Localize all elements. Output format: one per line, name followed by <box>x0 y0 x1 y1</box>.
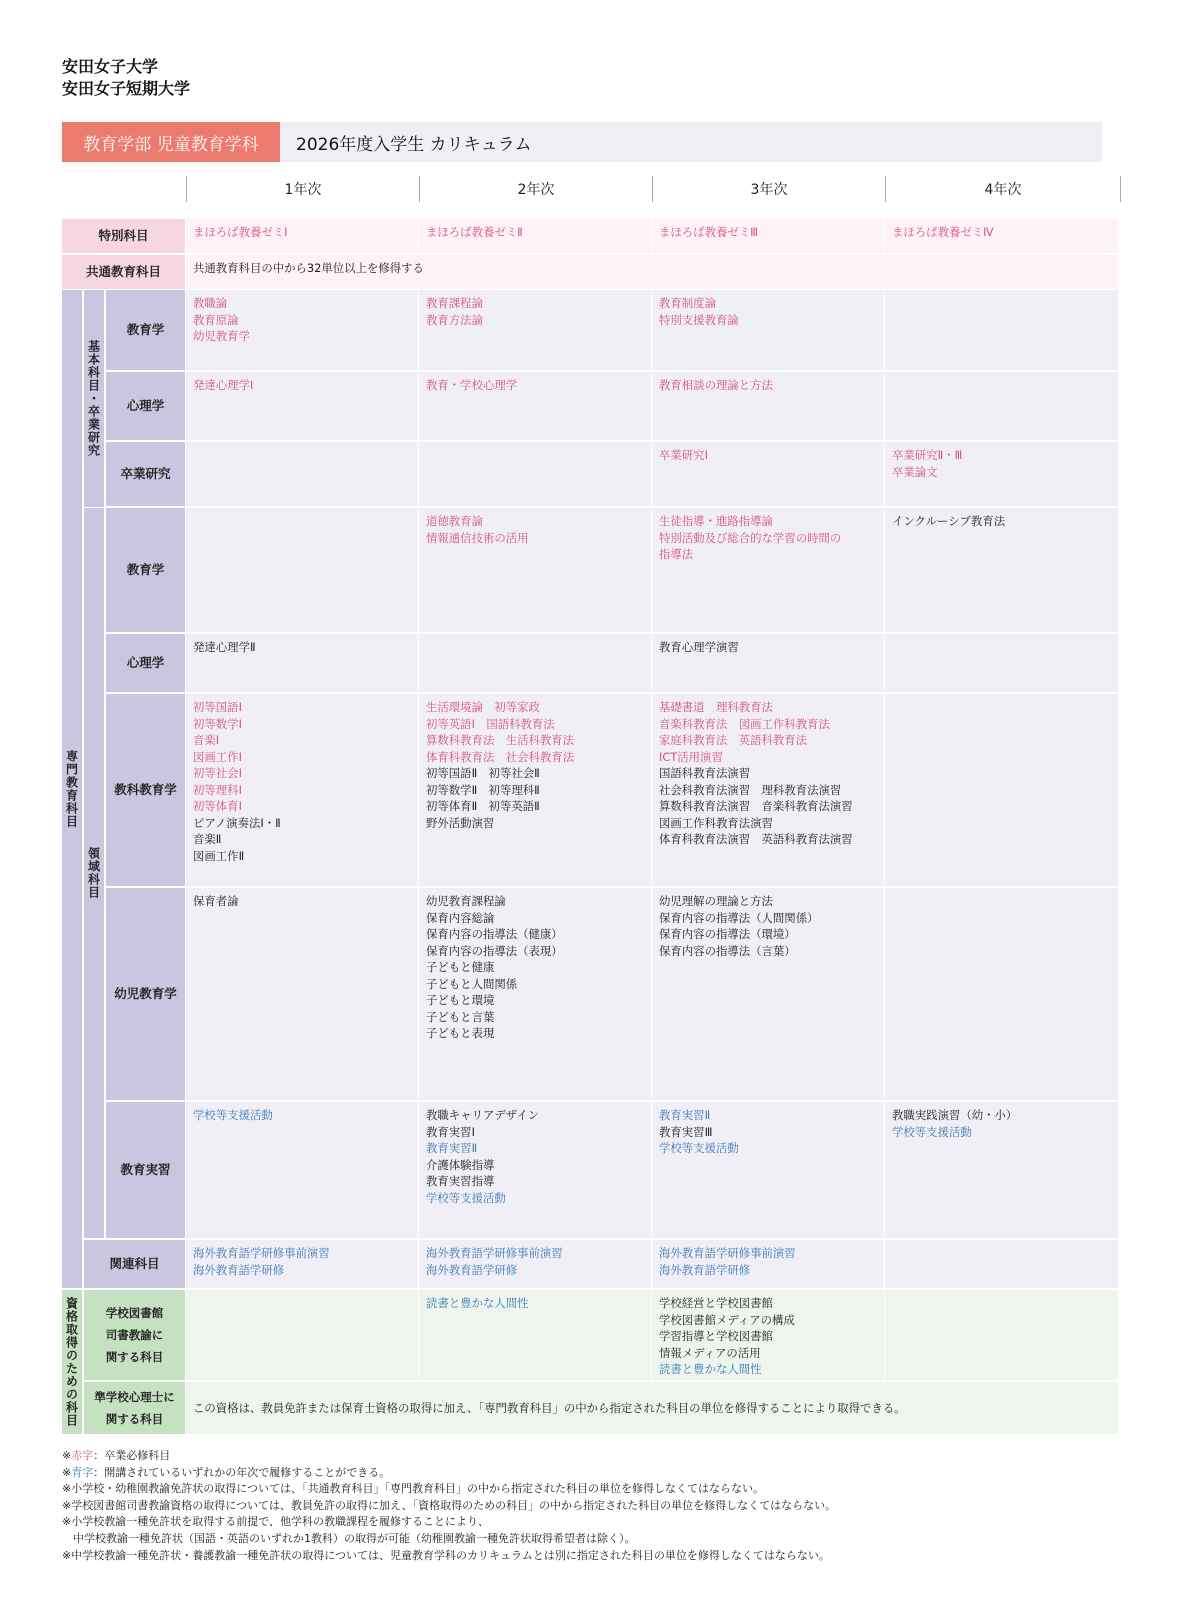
course-item: 子どもと環境 <box>426 993 495 1007</box>
course-item: 海外教育語学研修事前演習 <box>193 1246 330 1260</box>
course-item: 情報メディアの活用 <box>659 1345 761 1360</box>
label-jisshu: 教育実習 <box>106 1102 185 1238</box>
cell-yoji-year-4 <box>885 888 1118 1100</box>
course-item: 特別支援教育論 <box>659 312 739 327</box>
course-item: 体育科教育法演習 英語科教育法演習 <box>659 832 853 846</box>
course-item: 卒業研究Ⅰ <box>659 448 708 462</box>
cell-kyoikugaku2-year-2 <box>419 508 651 632</box>
course-item: 子どもと健康 <box>426 960 495 974</box>
course-item: 介護体験指導 <box>426 1157 495 1172</box>
label-yoji: 幼児教育学 <box>106 888 185 1100</box>
special-year-2: まほろば教養ゼミⅡ <box>419 219 651 253</box>
course-item: 情報通信技術の活用 <box>426 530 529 545</box>
cell-kanren-year-4 <box>885 1240 1118 1288</box>
course-item: 算数科教育法 生活科教育法 <box>426 733 575 747</box>
cell-kyoikugaku1-year-1 <box>186 290 418 370</box>
course-item: 海外教育語学研修 <box>193 1262 285 1277</box>
cell-kyoikugaku2-year-4 <box>885 508 1118 632</box>
course-item: 初等国語Ⅱ 初等社会Ⅱ <box>426 766 540 780</box>
course-item: 特別活動及び総合的な学習の時間の <box>659 530 842 545</box>
course-item: 音楽科教育法 図画工作科教育法 <box>659 716 830 731</box>
course-item: 教育実習指導 <box>426 1174 495 1188</box>
course-item: 教育相談の理論と方法 <box>659 378 773 392</box>
course-item: 教育実習Ⅱ <box>426 1141 478 1155</box>
cell-shinrigaku2-year-2 <box>419 634 651 692</box>
course-item: 学校等支援活動 <box>892 1124 972 1139</box>
course-item: 教育心理学演習 <box>659 640 739 654</box>
course-item: 教育方法論 <box>426 312 483 327</box>
course-item: 子どもと人間関係 <box>426 976 518 991</box>
cell-kyoka-year-4 <box>885 694 1118 886</box>
course-item: 保育内容の指導法（言葉） <box>659 943 796 958</box>
cell-shinrigaku2-year-3 <box>652 634 884 692</box>
year-header-3: 3年次 <box>652 176 885 202</box>
course-item: 算数科教育法演習 音楽科教育法演習 <box>659 799 853 813</box>
course-item: 国語科教育法演習 <box>659 766 751 780</box>
course-item: 音楽Ⅱ <box>193 832 222 846</box>
year-header-4: 4年次 <box>885 176 1120 202</box>
university-names <box>62 56 190 100</box>
course-item: ピアノ演奏法Ⅰ・Ⅱ <box>193 815 281 830</box>
course-item: 初等英語Ⅰ 国語科教育法 <box>426 716 555 731</box>
course-item: 家庭科教育法 英語科教育法 <box>659 733 808 747</box>
university-name-1: 安田女子大学 <box>62 57 159 76</box>
course-item: 読書と豊かな人間性 <box>659 1362 762 1376</box>
cell-shinrigaku2-year-4 <box>885 634 1118 692</box>
note-blue: ※青字：開講されているいずれかの年次で履修することができる。 <box>62 1465 391 1479</box>
course-item: 保育内容の指導法（健康） <box>426 927 563 941</box>
cell-jisshu-year-3 <box>652 1102 884 1238</box>
label-kyoikugaku-domain: 教育学 <box>106 508 185 632</box>
note-line-2: ※学校図書館司書教諭資格の取得については、教員免許の取得に加え、「資格取得のための科目」の中から指定された科目の単位を修得しなくてはならない。 <box>62 1498 837 1512</box>
cell-kanren-year-1 <box>186 1240 418 1288</box>
cell-shinrigaku2-year-1 <box>186 634 418 692</box>
cell-shinrigaku1-year-1 <box>186 372 418 440</box>
course-item: 保育者論 <box>193 894 239 908</box>
footnotes <box>62 1448 836 1564</box>
course-item: 教育・学校心理学 <box>426 378 518 392</box>
course-item: 生徒指導・進路指導論 <box>659 514 773 528</box>
label-sotsugyo: 卒業研究 <box>106 442 185 506</box>
cell-kanren-year-3 <box>652 1240 884 1288</box>
cell-jisshu-year-4 <box>885 1102 1118 1238</box>
course-item: 教育実習Ⅱ <box>659 1108 711 1122</box>
cell-kyoikugaku1-year-4 <box>885 290 1118 370</box>
note-line-1: ※小学校・幼稚園教諭免許状の取得については、「共通教育科目」「専門教育科目」の中から指定された科目の単位を修得しなくてはならない。 <box>62 1482 764 1496</box>
cell-kyoikugaku1-year-3 <box>652 290 884 370</box>
course-item: 子どもと表現 <box>426 1026 495 1040</box>
course-item: 図画工作科教育法演習 <box>659 815 773 830</box>
course-item: 発達心理学Ⅱ <box>193 640 256 654</box>
course-item: 学校経営と学校図書館 <box>659 1296 773 1310</box>
course-item: 図画工作Ⅱ <box>193 848 245 863</box>
course-item: 図画工作Ⅰ <box>193 749 242 764</box>
course-item: 教育実習Ⅲ <box>659 1124 713 1139</box>
label-library: 学校図書館 司書教諭に 関する科目 <box>84 1290 185 1380</box>
course-item: 学校等支援活動 <box>659 1141 739 1155</box>
course-item: 卒業論文 <box>892 464 938 479</box>
course-item: 生活環境論 初等家政 <box>426 700 540 714</box>
special-year-3: まほろば教養ゼミⅢ <box>652 219 884 253</box>
course-item: 子どもと言葉 <box>426 1009 495 1024</box>
cell-sotsugyo-year-2 <box>419 442 651 506</box>
course-item: 初等社会Ⅰ <box>193 766 242 780</box>
cell-kyoikugaku2-year-3 <box>652 508 884 632</box>
label-shinrigaku-basic: 心理学 <box>106 372 185 440</box>
note-red: ※赤字：卒業必修科目 <box>62 1449 171 1462</box>
course-item: 幼児理解の理論と方法 <box>659 894 773 908</box>
cell-sotsugyo-year-1 <box>186 442 418 506</box>
year-header-1: 1年次 <box>186 176 419 202</box>
course-item: 教育実習Ⅰ <box>426 1124 475 1139</box>
cell-sotsugyo-year-3 <box>652 442 884 506</box>
cell-library-year-1 <box>186 1290 418 1380</box>
university-name-2: 安田女子短期大学 <box>62 79 191 98</box>
cell-kyoka-year-1 <box>186 694 418 886</box>
course-item: 幼児教育学 <box>193 329 250 343</box>
cell-library-year-3 <box>652 1290 884 1380</box>
course-item: 基礎書道 理科教育法 <box>659 700 773 714</box>
cell-yoji-year-3 <box>652 888 884 1100</box>
course-item: 初等数学Ⅱ 初等理科Ⅱ <box>426 782 540 797</box>
cell-library-year-4 <box>885 1290 1118 1380</box>
special-year-4: まほろば教養ゼミⅣ <box>885 219 1118 253</box>
special-year-1: まほろば教養ゼミⅠ <box>186 219 418 253</box>
course-item: 保育内容の指導法（表現） <box>426 943 563 958</box>
cell-kyoka-year-3 <box>652 694 884 886</box>
label-psych: 準学校心理士に 関する科目 <box>84 1382 185 1434</box>
label-common: 共通教育科目 <box>62 255 185 289</box>
course-item: 海外教育語学研修事前演習 <box>659 1246 796 1260</box>
course-item: 学習指導と学校図書館 <box>659 1329 773 1343</box>
cell-kyoka-year-2 <box>419 694 651 886</box>
cell-sotsugyo-year-4 <box>885 442 1118 506</box>
cell-library-year-2 <box>419 1290 651 1380</box>
cell-jisshu-year-2 <box>419 1102 651 1238</box>
course-item: 学校等支援活動 <box>426 1190 506 1205</box>
psych-note: この資格は、教員免許または保育士資格の取得に加え、「専門教育科目」の中から指定された科目の単位を修得することにより取得できる。 <box>186 1382 1118 1434</box>
page-title: 2026年度入学生 カリキュラム <box>280 122 1102 162</box>
course-item: 読書と豊かな人間性 <box>426 1296 529 1310</box>
course-item: 道徳教育論 <box>426 514 483 528</box>
cell-yoji-year-1 <box>186 888 418 1100</box>
cell-kanren-year-2 <box>419 1240 651 1288</box>
course-item: 保育内容の指導法（人間関係） <box>659 910 819 925</box>
course-item: 初等体育Ⅰ <box>193 799 242 813</box>
label-shinrigaku-domain: 心理学 <box>106 634 185 692</box>
label-special: 特別科目 <box>62 219 185 253</box>
course-item: 海外教育語学研修 <box>659 1262 751 1277</box>
year-header-end-divider <box>1120 176 1121 202</box>
course-item: 保育内容総論 <box>426 910 495 925</box>
cell-shinrigaku1-year-2 <box>419 372 651 440</box>
label-kihon: 基本科目・卒業研究 <box>84 290 104 507</box>
course-item: 教育原論 <box>193 312 239 327</box>
note-line-5: ※中学校教諭一種免許状・養護教諭一種免許状の取得については、児童教育学科のカリキュラムとは別に指定された科目の単位を修得しなくてはならない。 <box>62 1548 830 1562</box>
label-ryoiki: 領域科目 <box>84 508 104 1238</box>
course-item: 発達心理学Ⅰ <box>193 378 254 392</box>
course-item: 初等体育Ⅱ 初等英語Ⅱ <box>426 799 540 813</box>
course-item: 教育課程論 <box>426 296 483 310</box>
course-item: 教育制度論 <box>659 296 716 310</box>
course-item: 指導法 <box>659 547 694 561</box>
label-kyoikugaku-basic: 教育学 <box>106 290 185 370</box>
cell-jisshu-year-1 <box>186 1102 418 1238</box>
course-item: 学校等支援活動 <box>193 1108 273 1122</box>
course-item: インクルーシブ教育法 <box>892 514 1006 528</box>
course-item: 学校図書館メディアの構成 <box>659 1312 795 1327</box>
cell-kyoikugaku2-year-1 <box>186 508 418 632</box>
course-item: 卒業研究Ⅱ・Ⅲ <box>892 448 963 462</box>
department-label: 教育学部 児童教育学科 <box>62 122 280 162</box>
common-requirement: 共通教育科目の中から32単位以上を修得する <box>186 255 1118 289</box>
note-line-3: ※小学校教諭一種免許状を取得する前提で、他学科の教職課程を履修することにより、 <box>62 1515 489 1529</box>
label-shikaku: 資格取得のための科目 <box>62 1290 82 1434</box>
course-item: 野外活動演習 <box>426 815 495 830</box>
label-senmon: 専門教育科目 <box>62 290 82 1288</box>
course-item: 音楽Ⅰ <box>193 733 220 747</box>
course-item: 体育科教育法 社会科教育法 <box>426 749 575 764</box>
course-item: 初等国語Ⅰ <box>193 700 242 714</box>
note-line-4: 中学校教諭一種免許状（国語・英語のいずれか1教科）の取得が可能（幼稚園教諭一種免許状取得希望者は除く）。 <box>62 1531 636 1545</box>
course-item: 海外教育語学研修事前演習 <box>426 1246 563 1260</box>
course-item: 社会科教育法演習 理科教育法演習 <box>659 782 842 797</box>
cell-shinrigaku1-year-4 <box>885 372 1118 440</box>
year-header-2: 2年次 <box>419 176 652 202</box>
course-item: 教職実践演習（幼・小） <box>892 1108 1018 1122</box>
course-item: 保育内容の指導法（環境） <box>659 927 796 941</box>
cell-shinrigaku1-year-3 <box>652 372 884 440</box>
course-item: 教職キャリアデザイン <box>426 1108 540 1122</box>
course-item: 初等数学Ⅰ <box>193 716 242 731</box>
label-kanren: 関連科目 <box>84 1240 185 1288</box>
label-kyoka: 教科教育学 <box>106 694 185 886</box>
course-item: 教職論 <box>193 296 228 310</box>
cell-yoji-year-2 <box>419 888 651 1100</box>
course-item: ICT活用演習 <box>659 749 723 764</box>
cell-kyoikugaku1-year-2 <box>419 290 651 370</box>
course-item: 初等理科Ⅰ <box>193 782 242 797</box>
course-item: 海外教育語学研修 <box>426 1262 518 1277</box>
course-item: 幼児教育課程論 <box>426 894 506 908</box>
